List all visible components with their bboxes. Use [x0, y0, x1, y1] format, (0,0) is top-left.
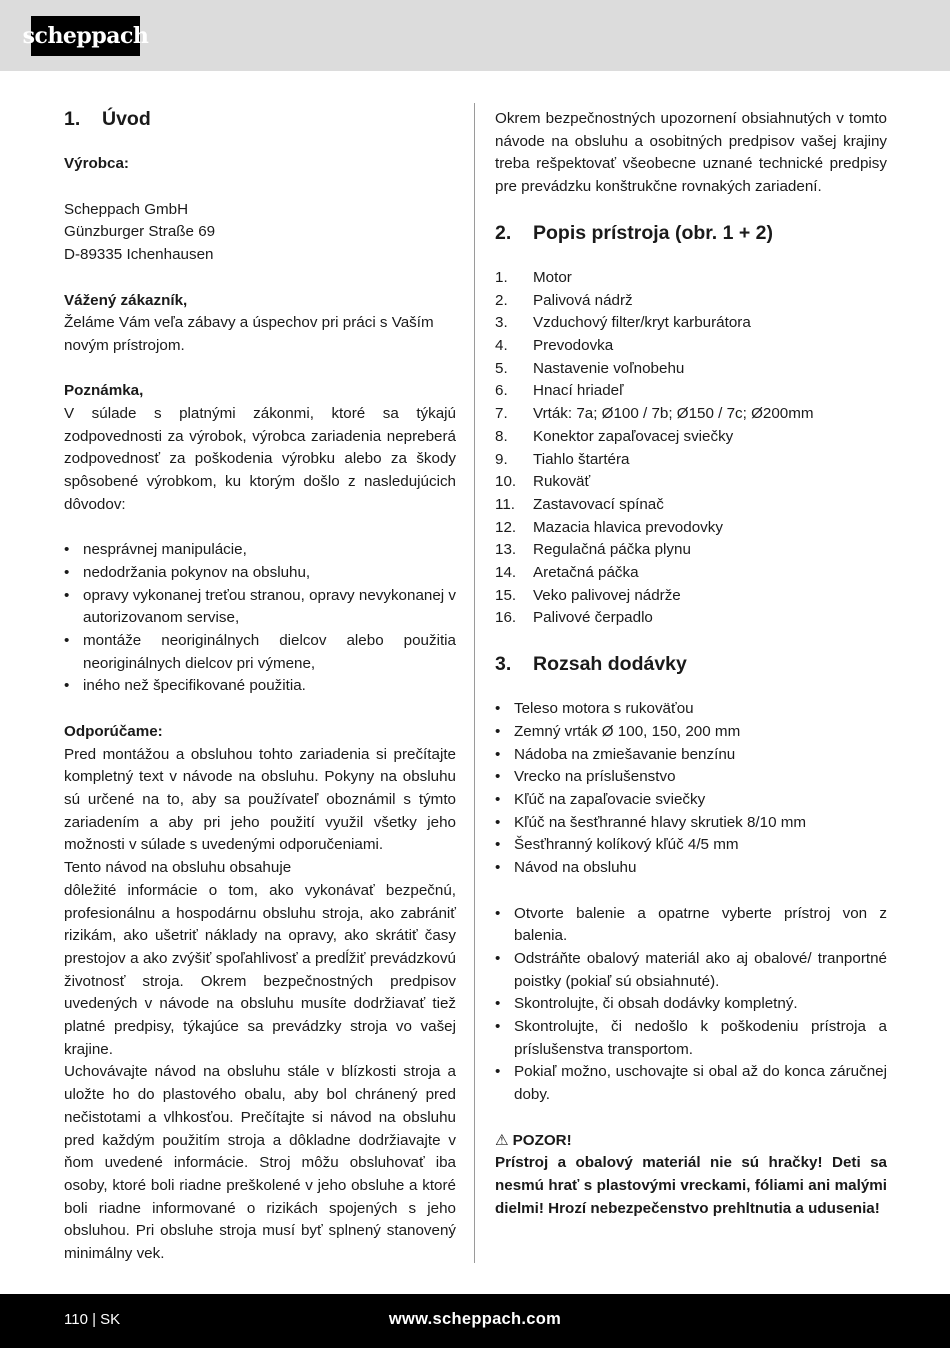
list-item: 11. Zastavovací spínač [495, 495, 664, 513]
list-item: 1. Motor [495, 268, 572, 286]
list-item: • Vrecko na príslušenstvo [495, 766, 887, 789]
list-item: • Pokiaľ možno, uschovajte si obal až do konca záručnej doby. [495, 1061, 887, 1106]
section-3-heading [495, 653, 887, 676]
reasons-list [64, 539, 456, 698]
recommend-label: Odporúčame: [64, 722, 163, 740]
page-number: 110 | SK [64, 1311, 121, 1328]
note-text: V súlade s platnými zákonmi, ktoré sa týkajú zodpovednosti za výrobok, výrobca zariadenia nepreberá zodpovednosť za poškodenia výrobku alebo za škody spôsobené výrobkom, ku ktorým došlo z nasledujúcich dôvodov: [64, 405, 456, 513]
section-title: Popis prístroja (obr. 1 + 2) [533, 221, 774, 244]
dear-customer-label: Vážený zákazník, [64, 291, 188, 309]
section-2-heading [495, 222, 887, 245]
list-item: • Teleso motora s rukoväťou [495, 698, 887, 721]
manufacturer-label: Výrobca: [64, 155, 129, 173]
section-number: 3. [495, 652, 512, 675]
dear-customer-text: Želáme Vám veľa zábavy a úspechov pri práci s Vaším novým prístrojom. [64, 314, 434, 354]
address-line: D-89335 Ichenhausen [64, 246, 214, 264]
left-column [64, 108, 456, 1266]
recommend-paragraph: dôležité informácie o tom, ako vykonávať bezpečnú, profesionálnu a hospodárnu obsluhu stroja, ako zabrániť rizikám, ako ušetriť náklady na opravy, ako skrátiť časy prestojov a ako zvýšiť spoľahlivosť a predĺžiť prevádzkovú životnosť stroja. Okrem bezpečnostných predpisov uvedených v návode na obsluhu musíte dodržiavať tiež platné predpisy, týkajúce sa prevádzky stroja vo vašej krajine. [64, 881, 456, 1058]
list-item: 9. Tiahlo štartéra [495, 450, 630, 468]
list-item: 13. Regulačná páčka plynu [495, 541, 691, 559]
section-title: Rozsah dodávky [533, 652, 687, 675]
list-item: • nedodržania pokynov na obsluhu, [64, 562, 456, 585]
scheppach-logo: scheppach [31, 16, 140, 56]
list-item: 16. Palivové čerpadlo [495, 609, 653, 627]
column-divider [474, 103, 475, 1263]
list-item: • opravy vykonanej treťou stranou, opravy nevykonanej v autorizovanom servise, [64, 585, 456, 630]
delivery-list [495, 698, 887, 880]
note-label: Poznámka, [64, 382, 144, 400]
list-item: • Skontrolujte, či obsah dodávky kompletný. [495, 993, 887, 1016]
list-item: • Návod na obsluhu [495, 857, 887, 880]
recommend-paragraph: Tento návod na obsluhu obsahuje [64, 859, 292, 877]
list-item: • Zemný vrták Ø 100, 150, 200 mm [495, 721, 887, 744]
list-item: 14. Aretačná páčka [495, 564, 639, 582]
list-item: 8. Konektor zapaľovacej sviečky [495, 427, 734, 445]
section-1-heading [64, 108, 456, 131]
list-item: • Šesťhranný kolíkový kľúč 4/5 mm [495, 834, 887, 857]
parts-list [495, 267, 887, 630]
website-link[interactable]: www.scheppach.com [388, 1310, 562, 1328]
list-item: • Kľúč na zapaľovacie sviečky [495, 789, 887, 812]
recommend-paragraph: Uchovávajte návod na obsluhu stále v blízkosti stroja a uložte ho do plastového obalu, aby bol chránený pred nečistotami a vlhkosťou. Prečítajte si návod na obsluhu pred každým použitím stroja a dôkladne dodržiavajte v ňom uvedené informácie. Stroj môžu obsluhovať iba osoby, ktoré boli riadne preškolené v jeho obsluhe a ktoré boli riadne informované o rizikách spojených s jeho obsluhou. Pri obsluhe stroja musí byť splnený stanovený minimálny vek. [64, 1063, 456, 1263]
unpacking-steps-list [495, 903, 887, 1107]
recommend-paragraph: Pred montážou a obsluhou tohto zariadenia si prečítajte kompletný text v návode na obsluhu. Pokyny na obsluhu sú určené na to, aby sa používateľ oboznámil s týmto zariadením a aby pri jeho použití využil všetky jeho možnosti v súlade s uvedenými odporučeniami. [64, 745, 456, 854]
list-item: • Otvorte balenie a opatrne vyberte prístroj von z balenia. [495, 903, 887, 948]
list-item: 5. Nastavenie voľnobehu [495, 359, 685, 377]
list-item: • montáže neoriginálnych dielcov alebo použitia neoriginálnych dielcov pri výmene, [64, 630, 456, 675]
section-number: 2. [495, 221, 512, 244]
list-item: • iného než špecifikované použitia. [64, 675, 456, 698]
list-item: • Odstráňte obalový materiál ako aj obalové/ tranportné poistky (pokiaľ sú obsiahnuté). [495, 948, 887, 993]
warning-label: POZOR! [512, 1131, 572, 1149]
list-item: 3. Vzduchový filter/kryt karburátora [495, 314, 751, 332]
page-footer [0, 1294, 950, 1348]
section-number: 1. [64, 108, 81, 130]
list-item: • Skontrolujte, či nedošlo k poškodeniu prístroja a príslušenstva transportom. [495, 1016, 887, 1061]
list-item: 15. Veko palivovej nádrže [495, 586, 681, 604]
list-item: 12. Mazacia hlavica prevodovky [495, 518, 723, 536]
page-header [0, 0, 950, 71]
list-item: 2. Palivová nádrž [495, 291, 633, 309]
intro-text: Okrem bezpečnostných upozornení obsiahnutých v tomto návode na obsluhu a osobitných predpisov vašej krajiny treba rešpektovať všeobecne uznané technické predpisy pre prevádzku konštrukčne rovnakých zariadení. [495, 110, 887, 196]
section-title: Úvod [102, 108, 151, 130]
address-line: Günzburger Straße 69 [64, 223, 216, 241]
list-item: 4. Prevodovka [495, 336, 614, 354]
list-item: • Kľúč na šesťhranné hlavy skrutiek 8/10 mm [495, 812, 887, 835]
right-column [495, 108, 887, 1220]
warning-heading [495, 1130, 887, 1153]
warning-text: Prístroj a obalový materiál nie sú hračky! Deti sa nesmú hrať s plastovými vreckami, fóliami ani malými dielmi! Hrozí nebezpečenstvo prehltnutia a udusenia! [495, 1154, 887, 1217]
list-item: 6. Hnací hriadeľ [495, 382, 624, 400]
list-item: • Nádoba na zmiešavanie benzínu [495, 744, 887, 767]
list-item: 7. Vrták: 7a; Ø100 / 7b; Ø150 / 7c; Ø200mm [495, 405, 814, 423]
address-line: Scheppach GmbH [64, 200, 189, 218]
warning-triangle-icon: ⚠ [495, 1131, 509, 1149]
list-item: 10. Rukoväť [495, 473, 591, 491]
list-item: • nesprávnej manipulácie, [64, 539, 456, 562]
